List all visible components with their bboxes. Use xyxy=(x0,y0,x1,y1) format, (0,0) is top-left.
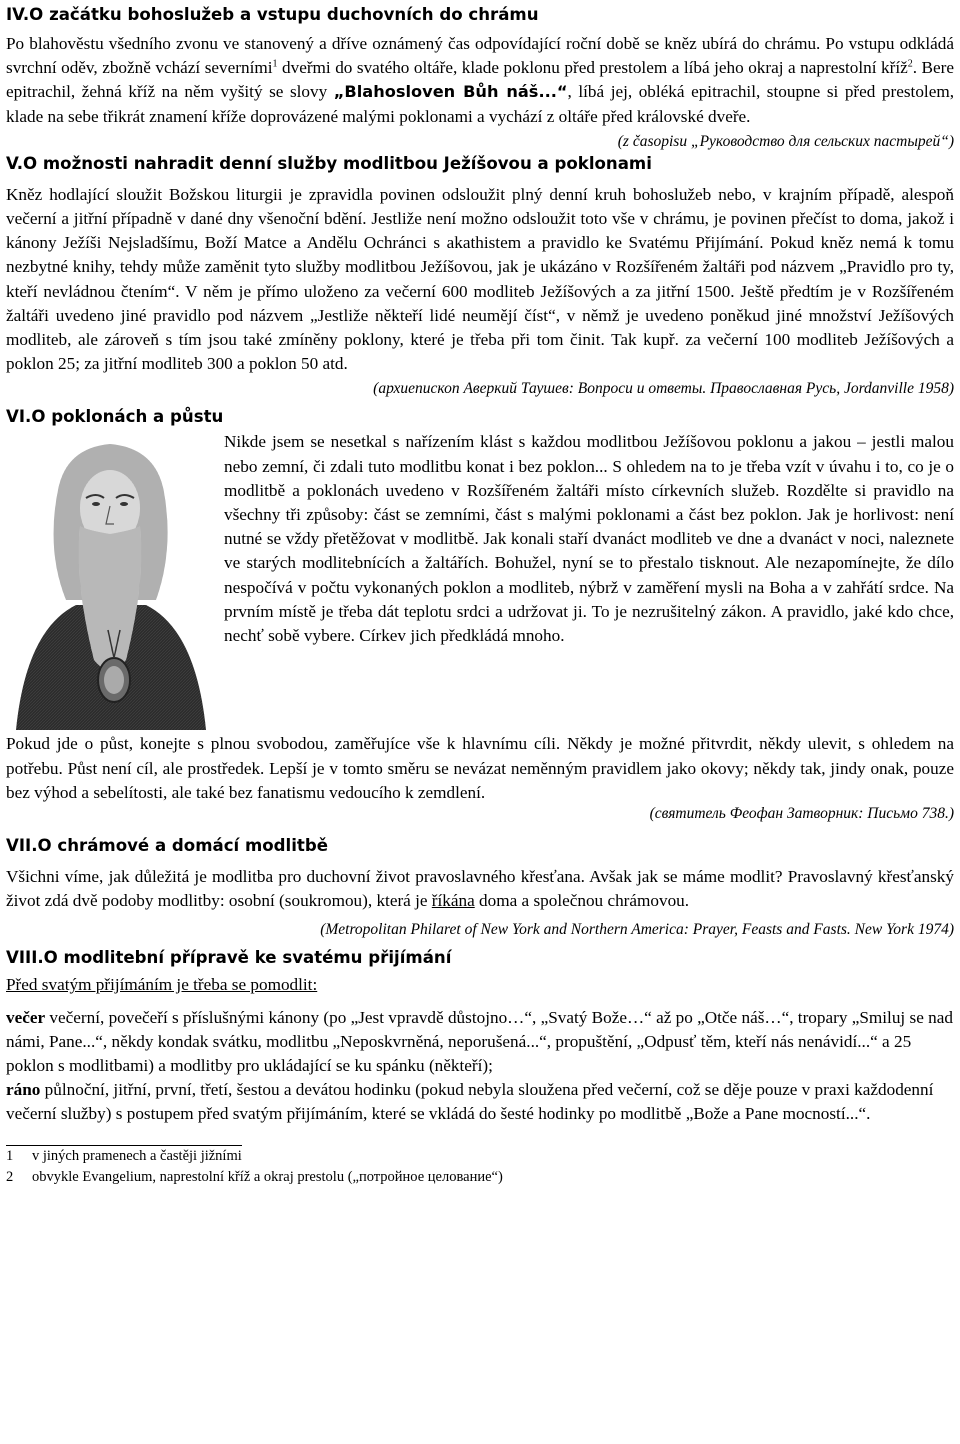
section-heading-vi: VI.O poklonách a půstu xyxy=(6,407,224,427)
text-run: dveřmi do svatého oltáře, klade poklonu před prestolem a líbá jeho okraj a naprestolní kříž xyxy=(277,58,908,78)
bold-label-morning: ráno xyxy=(6,1080,41,1100)
bold-label-evening: večer xyxy=(6,1007,46,1027)
section-heading-vii: VII.O chrámové a domácí modlitbě xyxy=(6,836,328,856)
underlined-word: říkána xyxy=(431,891,475,911)
paragraph-iv xyxy=(6,32,954,129)
footnote-text: obvykle Evangelium, naprestolní kříž a okraj prestolu („потройное целование“) xyxy=(32,1168,503,1185)
text-run: , líbá jej, obléká epitrachil, stoupne si před prestolem, klade na sebe třikrát znamení kříže doprovázené malými poklonami a vychází z oltáře před královské dveře. xyxy=(6,82,954,126)
paragraph-vi-side: Nikde jsem se nesetkal s nařízením klást s každou modlitbou Ježíšovou poklonu a jakou – jestli malou nebo zemní, či zdali tuto modlitbu konat i bez poklon... S ohledem na to je třeba vzít v úvahu i to, co je o modlitbě a poklonách uvedeno v Rozšířeném žaltáři místo církevních služeb. Rozdělte si pravidlo na všechny tři způsoby: část se zemními, část s malými poklonami a část bez poklon. Jak je horlivost: není nutné se vždy přetěžovat v modlitbě. Jak konali staří dvanáct modliteb ve dne a dvanáct v noci, naleznete ve starých modlitebnících a žaltářích. Bohužel, nyní se to přestalo tisknout. Ale nezapomínejte, že dílo nespočívá v počtu vykonaných poklon a modliteb, nýbrž v zaměření mysli na Boha a v zahřátí srdce. Na prvním místě je třeba dát teplotu srdci a udržovat ji. To je nezrušitelný zákon. A pravidlo, jaké kdo chce, nechť sobě vybere. Církev jich předkládá mnoho. xyxy=(224,432,954,646)
source-citation-vi: (святитель Феофан Затворник: Письмо 738.) xyxy=(649,805,954,823)
footnote-number: 2 xyxy=(6,1168,14,1185)
bold-quote: „Blahosloven Bůh náš...“ xyxy=(333,82,568,102)
footnote-1 xyxy=(6,1146,954,1167)
footnote-text: v jiných pramenech a častěji jižními xyxy=(32,1147,242,1164)
source-citation-v: (архиепископ Аверкий Таушев: Вопроси и ответы. Православная Русь, Jordanville 1958) xyxy=(373,380,954,398)
footnote-2 xyxy=(6,1167,954,1188)
paragraph-vi: Pokud jde o půst, konejte s plnou svobodou, zaměřujíce vše k hlavnímu cíli. Někdy je možné přitvrdit, někdy ulevit, s ohledem na potřebu. Půst není cíl, ale prostředek. Lepší je v tomto směru se nevázat neměnným pravidlem jako okovy; někdy tak, jindy onak, pouze bez výhod a sebelítosti, ale také bez fanatismu vedoucího k zemdlení. xyxy=(6,734,954,802)
text-run: Všichni víme, jak důležitá je modlitba pro duchovní život pravoslavného křesťana. Avšak jak se máme modlit? Pravoslavný křesťanský život zdá dvě podoby modlitby: osobní (soukromou), která je xyxy=(6,867,954,911)
portrait-image xyxy=(6,430,212,730)
text-run: půlnoční, jitřní, první, třetí, šestou a devátou hodinku (pokud nebyla sloužena před večerní, což se děje pouze v praxi každodenní večerní služby) s postupem před svatým přijímáním, které se vkládá do šesté hodinky po modlitbě „Bože a Pane mocností...“. xyxy=(6,1080,934,1124)
footnote-ref-2[interactable]: 2 xyxy=(907,58,913,70)
section-vi-body xyxy=(6,422,954,730)
section-heading-viii: VIII.O modlitební přípravě ke svatému přijímání xyxy=(6,948,452,968)
footnote-number: 1 xyxy=(6,1147,14,1164)
paragraph-viii-evening xyxy=(6,1006,954,1079)
source-citation-vii: (Metropolitan Philaret of New York and Northern America: Prayer, Feasts and Fasts. New York 1974) xyxy=(320,921,954,939)
text-run: Po blahověstu všedního zvonu ve stanovený a dříve oznámený čas odpovídající roční době se kněz ubírá do chrámu. Po vstupu odkládá svrchní oděv, zbožně vchází severními xyxy=(6,34,954,78)
text-run: večerní, povečeří s příslušnými kánony (po „Jest vpravdě důstojno…“, „Svatý Bože…“ až po „Otče náš…“, tropary „Smiluj se nad námi, Pane...“, někdy kondak svátku, modlitbu „Neposkvrněná, neporušená...“, propuštění, „Odpusť těm, kteří nás nenávidí...“ a 25 poklon s modlitbami) a modlitby pro ukládající se ku spánku (někteří); xyxy=(6,1007,953,1076)
section-heading-v: V.O možnosti nahradit denní služby modlitbou Ježíšovou a poklonami xyxy=(6,153,652,173)
paragraph-viii-morning xyxy=(6,1078,954,1126)
section-heading-iv: IV.O začátku bohoslužeb a vstupu duchovních do chrámu xyxy=(6,5,539,24)
text-run: . Bere epitrachil, žehná kříž na něm vyšitý se slovy xyxy=(6,58,954,102)
paragraph-v: Kněz hodlající sloužit Božskou liturgii je zpravidla povinen odsloužit plný denní kruh bohoslužeb nebo, v krajním případě, alespoň večerní a jitřní případně v dané dny všenoční bdění. Jestliže není možno odsloužit toto vše v chrámu, je povinen přečíst to doma, jakož i kánony Ježíši Nejsladšímu, Boží Matce a Andělu Ochránci s akathistem a pravidlo ke Svatému Přijímání. Pokud kněz nemá k tomu nezbytné knihy, tehdy může zaměnit tyto služby modlitbou Ježíšovou, jak je ukázáno v Rozšířeném žaltáři pod názvem „Pravidlo pro ty, kteří nevládnou čtením“. V něm je přímo uloženo za večerní 600 modliteb Ježíšových a za jitřní 1500. Ještě předtím je v Rozšířeném žaltáři uvedeno jiné pravidlo pod názvem „Jestliže někteří lidé neumějí číst“, v němž je uvedeno poněkud jiné množství Ježíšových modliteb, ale zároveň s tím jsou také zmíněny poklony, které je třeba při tom činit. Tak kupř. za večerní 100 modliteb Ježíšových a poklon 25; za jitřní modliteb 300 a poklon 50 atd. xyxy=(6,184,954,374)
source-citation-iv: (z časopisu „Руководство для сельских пастырей“) xyxy=(617,132,954,150)
paragraph-viii-intro: Před svatým přijímáním je třeba se pomodlit: xyxy=(6,975,318,995)
footnote-ref-1[interactable]: 1 xyxy=(272,58,278,70)
paragraph-vii xyxy=(6,865,954,913)
text-run: doma a společnou chrámovou. xyxy=(474,891,690,911)
